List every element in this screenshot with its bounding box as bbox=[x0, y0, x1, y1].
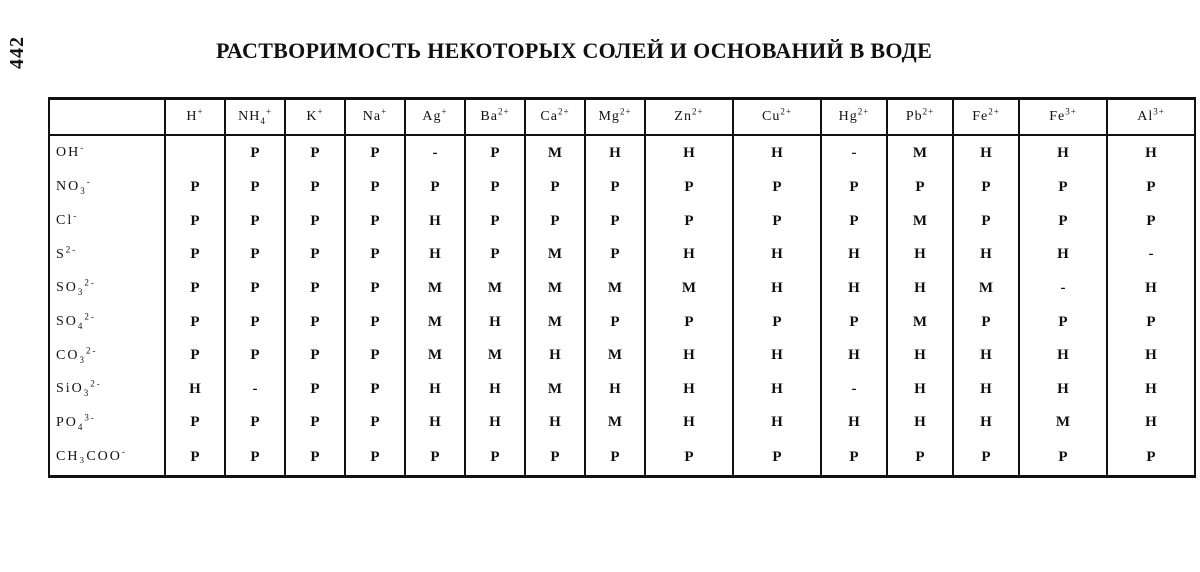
solubility-cell: Р bbox=[225, 406, 285, 440]
solubility-cell: Н bbox=[953, 135, 1019, 171]
solubility-cell: Р bbox=[953, 204, 1019, 238]
solubility-cell: Р bbox=[953, 440, 1019, 477]
anion-label bbox=[49, 339, 165, 373]
solubility-cell: Н bbox=[733, 406, 821, 440]
solubility-cell: Н bbox=[821, 238, 887, 272]
anion-label bbox=[49, 440, 165, 477]
solubility-cell: М bbox=[525, 305, 585, 339]
ion-symbol: SO bbox=[56, 280, 78, 296]
solubility-cell: Р bbox=[285, 272, 345, 306]
solubility-cell: Н bbox=[733, 272, 821, 306]
ion-symbol: H bbox=[186, 109, 198, 124]
ion-charge: + bbox=[265, 106, 272, 117]
solubility-cell: Р bbox=[165, 238, 225, 272]
cation-header bbox=[225, 99, 285, 136]
solubility-cell: Н bbox=[1107, 135, 1195, 171]
solubility-cell: Р bbox=[585, 238, 645, 272]
solubility-cell: Р bbox=[645, 305, 733, 339]
ion-symbol: Pb bbox=[905, 109, 923, 124]
cation-header bbox=[887, 99, 953, 136]
solubility-cell: Н bbox=[465, 372, 525, 406]
solubility-cell: Р bbox=[645, 440, 733, 477]
ion-symbol: Na bbox=[362, 109, 382, 124]
solubility-cell: Р bbox=[733, 204, 821, 238]
solubility-cell: Р bbox=[165, 171, 225, 205]
cation-header bbox=[525, 99, 585, 136]
table-row bbox=[49, 440, 1195, 477]
solubility-cell: М bbox=[405, 305, 465, 339]
solubility-cell: Р bbox=[225, 204, 285, 238]
solubility-cell: Н bbox=[887, 238, 953, 272]
solubility-cell: Р bbox=[225, 305, 285, 339]
solubility-cell: - bbox=[1019, 272, 1107, 306]
solubility-cell: Р bbox=[585, 204, 645, 238]
solubility-cell: Н bbox=[953, 406, 1019, 440]
ion-symbol: OH bbox=[56, 145, 81, 161]
anion-label bbox=[49, 238, 165, 272]
solubility-cell: Р bbox=[733, 440, 821, 477]
solubility-cell: Н bbox=[645, 406, 733, 440]
solubility-cell: М bbox=[525, 272, 585, 306]
cation-header bbox=[821, 99, 887, 136]
solubility-cell: Р bbox=[165, 440, 225, 477]
table-body bbox=[49, 135, 1195, 477]
solubility-cell: Н bbox=[887, 339, 953, 373]
solubility-cell: Н bbox=[953, 372, 1019, 406]
ion-charge: + bbox=[441, 106, 448, 117]
solubility-cell: - bbox=[821, 372, 887, 406]
cation-header bbox=[345, 99, 405, 136]
solubility-cell: Р bbox=[285, 406, 345, 440]
ion-charge: 3+ bbox=[1153, 106, 1165, 117]
solubility-cell: Р bbox=[225, 238, 285, 272]
ion-symbol: Cu bbox=[762, 109, 781, 124]
solubility-cell: Р bbox=[285, 135, 345, 171]
solubility-cell: М bbox=[953, 272, 1019, 306]
solubility-cell: Р bbox=[1019, 171, 1107, 205]
cation-header bbox=[1019, 99, 1107, 136]
solubility-cell: М bbox=[525, 135, 585, 171]
solubility-cell: Р bbox=[225, 272, 285, 306]
solubility-cell: Р bbox=[345, 339, 405, 373]
solubility-cell: Р bbox=[285, 171, 345, 205]
solubility-cell: Н bbox=[465, 305, 525, 339]
solubility-cell: Р bbox=[1107, 440, 1195, 477]
ion-symbol: Ag bbox=[422, 109, 442, 124]
ion-symbol: Fe bbox=[972, 109, 989, 124]
ion-charge: 2+ bbox=[691, 106, 704, 117]
solubility-cell: Р bbox=[285, 372, 345, 406]
ion-charge: 3+ bbox=[1065, 106, 1077, 117]
solubility-cell: Р bbox=[465, 171, 525, 205]
solubility-cell: Р bbox=[1019, 440, 1107, 477]
solubility-cell: Н bbox=[645, 135, 733, 171]
solubility-cell: Р bbox=[645, 204, 733, 238]
solubility-cell: Р bbox=[821, 171, 887, 205]
solubility-cell: Р bbox=[733, 305, 821, 339]
cation-header bbox=[585, 99, 645, 136]
solubility-cell: Р bbox=[285, 339, 345, 373]
solubility-cell: Н bbox=[525, 406, 585, 440]
cation-header bbox=[285, 99, 345, 136]
anion-label bbox=[49, 305, 165, 339]
solubility-cell: М bbox=[1019, 406, 1107, 440]
ion-subscript: 3 bbox=[77, 287, 85, 298]
solubility-cell: Р bbox=[285, 440, 345, 477]
solubility-cell: Н bbox=[1107, 339, 1195, 373]
cation-header bbox=[165, 99, 225, 136]
ion-charge: 2+ bbox=[780, 106, 792, 117]
solubility-cell: М bbox=[585, 406, 645, 440]
solubility-cell: Н bbox=[821, 272, 887, 306]
solubility-cell: Н bbox=[887, 406, 953, 440]
table-row bbox=[49, 238, 1195, 272]
table-row bbox=[49, 406, 1195, 440]
ion-charge: 2+ bbox=[619, 106, 632, 117]
solubility-cell: М bbox=[887, 135, 953, 171]
solubility-cell: Н bbox=[585, 372, 645, 406]
solubility-cell: Р bbox=[733, 171, 821, 205]
solubility-cell: Р bbox=[345, 272, 405, 306]
solubility-cell: Р bbox=[953, 305, 1019, 339]
page-number: 442 bbox=[6, 36, 28, 69]
ion-symbol: Ca bbox=[540, 109, 558, 124]
solubility-cell: Н bbox=[405, 372, 465, 406]
solubility-cell: Р bbox=[953, 171, 1019, 205]
solubility-cell: Р bbox=[285, 238, 345, 272]
anion-label bbox=[49, 272, 165, 306]
cation-header bbox=[645, 99, 733, 136]
solubility-cell: Р bbox=[165, 339, 225, 373]
solubility-cell: Р bbox=[645, 171, 733, 205]
solubility-cell: Р bbox=[1019, 305, 1107, 339]
table-row bbox=[49, 339, 1195, 373]
solubility-cell: Р bbox=[525, 171, 585, 205]
ion-subscript: 3 bbox=[79, 354, 86, 365]
solubility-cell: Н bbox=[887, 272, 953, 306]
ion-subscript: 4 bbox=[260, 115, 266, 126]
ion-symbol: SiO bbox=[56, 381, 84, 397]
solubility-cell: Р bbox=[345, 440, 405, 477]
solubility-cell: Р bbox=[345, 171, 405, 205]
solubility-cell: Н bbox=[733, 339, 821, 373]
solubility-cell: Н bbox=[1107, 272, 1195, 306]
solubility-cell: Р bbox=[285, 204, 345, 238]
ion-charge: - bbox=[121, 446, 127, 457]
solubility-cell: Н bbox=[1019, 238, 1107, 272]
ion-symbol: Cl bbox=[56, 213, 74, 229]
solubility-cell: - bbox=[225, 372, 285, 406]
ion-charge: + bbox=[317, 106, 324, 117]
solubility-cell: Н bbox=[1107, 406, 1195, 440]
ion-charge: 2+ bbox=[922, 106, 935, 117]
solubility-cell: Р bbox=[821, 305, 887, 339]
solubility-cell: Н bbox=[165, 372, 225, 406]
ion-symbol: Ba bbox=[480, 109, 498, 124]
table-row bbox=[49, 171, 1195, 205]
ion-symbol: Hg bbox=[838, 109, 858, 124]
solubility-cell: М bbox=[887, 204, 953, 238]
solubility-cell: Р bbox=[345, 305, 405, 339]
solubility-cell: Р bbox=[1019, 204, 1107, 238]
solubility-cell: Н bbox=[645, 372, 733, 406]
ion-symbol: Mg bbox=[598, 109, 620, 124]
solubility-cell: Р bbox=[887, 440, 953, 477]
solubility-cell: Р bbox=[345, 204, 405, 238]
solubility-cell: Р bbox=[821, 440, 887, 477]
solubility-cell: Р bbox=[225, 440, 285, 477]
solubility-cell: Р bbox=[225, 171, 285, 205]
cation-header bbox=[733, 99, 821, 136]
solubility-cell: Н bbox=[733, 372, 821, 406]
solubility-cell: Р bbox=[405, 440, 465, 477]
solubility-cell: Р bbox=[1107, 305, 1195, 339]
solubility-cell: Р bbox=[585, 440, 645, 477]
solubility-cell: М bbox=[645, 272, 733, 306]
table-row bbox=[49, 135, 1195, 171]
solubility-cell: Р bbox=[525, 204, 585, 238]
solubility-cell: М bbox=[887, 305, 953, 339]
ion-charge: 2- bbox=[65, 244, 78, 255]
ion-subscript: 4 bbox=[77, 320, 85, 331]
ion-symbol: SO bbox=[56, 314, 78, 329]
solubility-cell: Р bbox=[525, 440, 585, 477]
anion-label bbox=[49, 204, 165, 238]
solubility-cell: Р bbox=[165, 406, 225, 440]
solubility-cell: Р bbox=[1107, 171, 1195, 205]
solubility-cell: - bbox=[405, 135, 465, 171]
table-row bbox=[49, 204, 1195, 238]
ion-symbol: NH bbox=[238, 109, 261, 124]
solubility-cell: Р bbox=[1107, 204, 1195, 238]
ion-symbol: K bbox=[306, 109, 318, 124]
solubility-cell: Р bbox=[285, 305, 345, 339]
solubility-cell: Р bbox=[887, 171, 953, 205]
solubility-cell: Р bbox=[225, 135, 285, 171]
cation-header bbox=[465, 99, 525, 136]
solubility-cell: М bbox=[465, 339, 525, 373]
ion-charge: + bbox=[197, 106, 204, 117]
solubility-cell: - bbox=[1107, 238, 1195, 272]
solubility-cell: М bbox=[405, 272, 465, 306]
header-row bbox=[49, 99, 1195, 136]
ion-charge: 2- bbox=[85, 344, 98, 355]
table-header bbox=[49, 99, 1195, 136]
ion-charge: 2+ bbox=[988, 106, 1000, 117]
solubility-cell: Н bbox=[525, 339, 585, 373]
solubility-cell: М bbox=[525, 238, 585, 272]
solubility-cell: Н bbox=[953, 339, 1019, 373]
table-row bbox=[49, 305, 1195, 339]
solubility-cell: Н bbox=[733, 238, 821, 272]
solubility-cell: М bbox=[585, 339, 645, 373]
solubility-cell: М bbox=[525, 372, 585, 406]
table-row bbox=[49, 372, 1195, 406]
ion-symbol: NO bbox=[56, 179, 81, 195]
ion-symbol: CH₃COO bbox=[56, 449, 122, 465]
solubility-cell: Р bbox=[225, 339, 285, 373]
anion-label bbox=[49, 406, 165, 440]
solubility-cell: Н bbox=[645, 339, 733, 373]
solubility-cell: Р bbox=[345, 238, 405, 272]
ion-charge: - bbox=[80, 142, 86, 153]
solubility-cell: Р bbox=[465, 204, 525, 238]
solubility-cell: Р bbox=[585, 171, 645, 205]
solubility-cell: Н bbox=[405, 406, 465, 440]
solubility-cell: Н bbox=[821, 406, 887, 440]
solubility-cell: Р bbox=[345, 372, 405, 406]
solubility-cell: Н bbox=[405, 238, 465, 272]
ion-symbol: PO bbox=[56, 414, 78, 430]
solubility-cell: Р bbox=[165, 305, 225, 339]
solubility-cell: Р bbox=[821, 204, 887, 238]
solubility-cell: М bbox=[585, 272, 645, 306]
ion-charge: - bbox=[86, 176, 92, 187]
solubility-cell: Н bbox=[405, 204, 465, 238]
solubility-cell: Р bbox=[465, 135, 525, 171]
ion-charge: 2+ bbox=[497, 106, 510, 117]
solubility-cell: Н bbox=[465, 406, 525, 440]
solubility-cell: Р bbox=[165, 204, 225, 238]
solubility-cell: Н bbox=[1019, 339, 1107, 373]
ion-charge: - bbox=[73, 210, 79, 221]
solubility-cell: Н bbox=[821, 339, 887, 373]
ion-symbol: Fe bbox=[1049, 109, 1066, 124]
ion-symbol: CO bbox=[56, 347, 80, 363]
solubility-cell: Н bbox=[887, 372, 953, 406]
cation-header bbox=[405, 99, 465, 136]
ion-charge: 2+ bbox=[857, 106, 870, 117]
ion-subscript: 3 bbox=[80, 186, 87, 197]
solubility-cell: Р bbox=[585, 305, 645, 339]
ion-charge: + bbox=[381, 106, 388, 117]
cation-header bbox=[953, 99, 1019, 136]
solubility-cell: Н bbox=[733, 135, 821, 171]
ion-symbol: Al bbox=[1137, 109, 1154, 124]
solubility-cell: Р bbox=[165, 272, 225, 306]
solubility-cell: Р bbox=[465, 440, 525, 477]
ion-charge: 2+ bbox=[557, 106, 570, 117]
solubility-cell: М bbox=[465, 272, 525, 306]
solubility-cell: Н bbox=[1107, 372, 1195, 406]
anion-label bbox=[49, 135, 165, 171]
ion-charge: 2- bbox=[84, 277, 96, 288]
solubility-table bbox=[48, 97, 1196, 478]
ion-charge: 2- bbox=[84, 311, 96, 322]
corner-cell bbox=[49, 99, 165, 136]
solubility-cell: Р bbox=[465, 238, 525, 272]
ion-symbol: Zn bbox=[674, 109, 692, 124]
solubility-cell: Н bbox=[585, 135, 645, 171]
solubility-cell: Р bbox=[345, 406, 405, 440]
solubility-cell: - bbox=[821, 135, 887, 171]
page-title: РАСТВОРИМОСТЬ НЕКОТОРЫХ СОЛЕЙ И ОСНОВАНИЙ В ВОДЕ bbox=[216, 38, 933, 63]
ion-subscript: 4 bbox=[77, 421, 85, 432]
solubility-cell: Н bbox=[645, 238, 733, 272]
solubility-cell: М bbox=[405, 339, 465, 373]
ion-symbol: S bbox=[56, 246, 66, 262]
ion-charge: 2- bbox=[90, 378, 102, 389]
solubility-cell: Н bbox=[953, 238, 1019, 272]
solubility-cell: Р bbox=[405, 171, 465, 205]
ion-subscript: 3 bbox=[83, 388, 91, 399]
ion-charge: 3- bbox=[84, 412, 96, 423]
solubility-cell bbox=[165, 135, 225, 171]
cation-header bbox=[1107, 99, 1195, 136]
solubility-cell: Р bbox=[345, 135, 405, 171]
solubility-cell: Н bbox=[1019, 135, 1107, 171]
table-row bbox=[49, 272, 1195, 306]
anion-label bbox=[49, 372, 165, 406]
solubility-cell: Н bbox=[1019, 372, 1107, 406]
anion-label bbox=[49, 171, 165, 205]
